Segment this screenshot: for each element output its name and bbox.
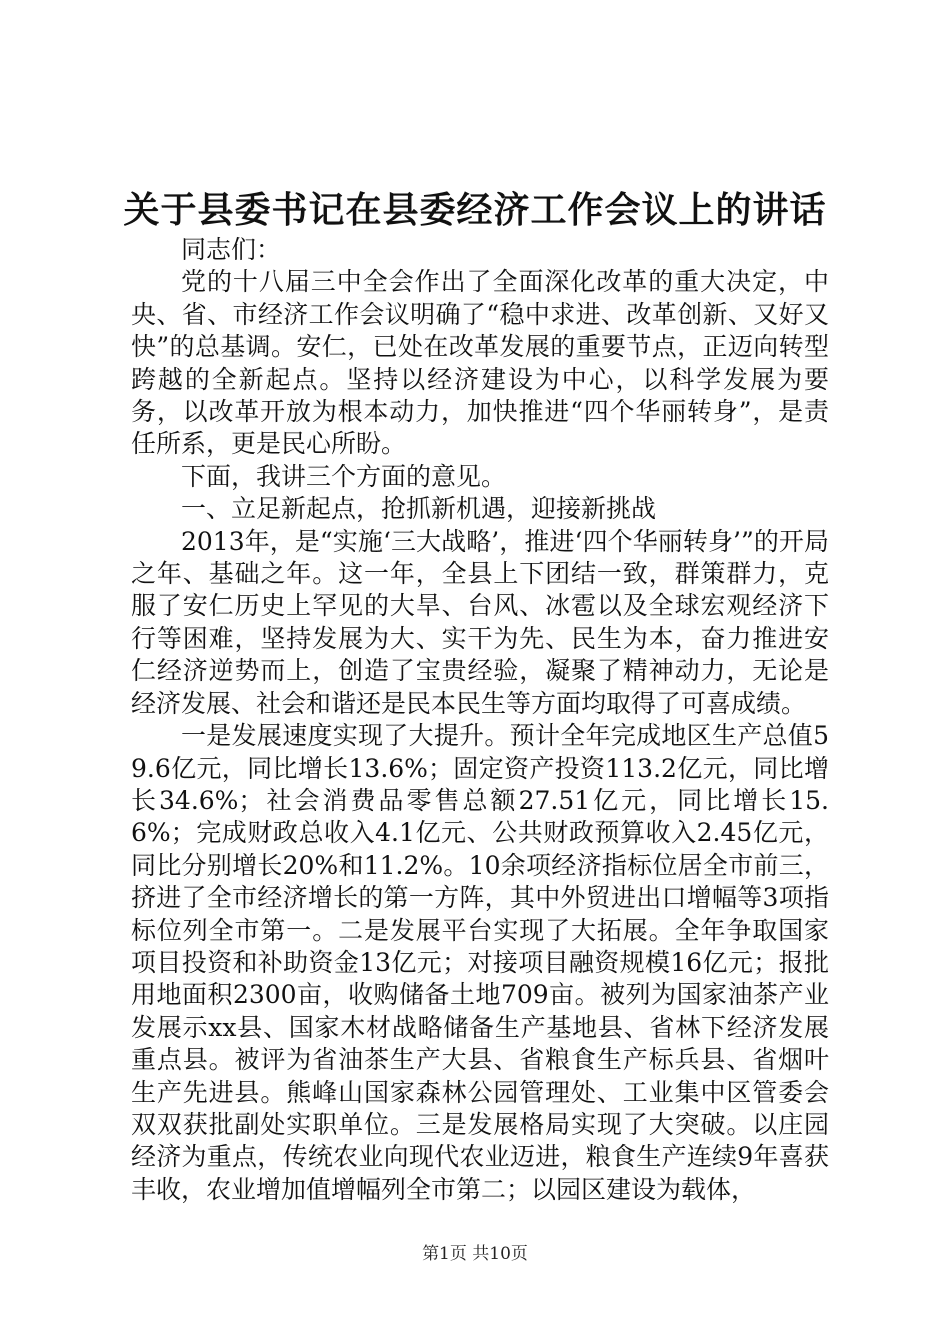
achievements-paragraph: 一是发展速度实现了大提升。预计全年完成地区生产总值59.6亿元，同比增长13.6%；固定资产投资113.2亿元，同比增长34.6%；社会消费品零售总额27.51亿元，同比增长15.6%；完成财政总收入4.1亿元、公共财政预算收入2.45亿元，同比分别增长20%和11.2%。10余项经济指标位居全市前三，挤进了全市经济增长的第一方阵，其中外贸进出口增幅等3项指标位列全市第一。二是发展平台实现了大拓展。全年争取国家项目投资和补助资金13亿元；对接项目融资规模16亿元；报批用地面积2300亩，收购储备土地709亩。被列为国家油茶产业发展示xx县、国家木材战略储备生产基地县、省林下经济发展重点县。被评为省油茶生产大县、省粮食生产标兵县、省烟叶生产先进县。熊峰山国家森林公园管理处、工业集中区管委会双双获批副处实职单位。三是发展格局实现了大突破。以庄园经济为重点，传统农业向现代农业迈进，粮食生产连续9年喜获丰收，农业增加值增幅列全市第二；以园区建设为载体， bbox=[131, 721, 829, 1204]
salutation-paragraph: 同志们： bbox=[181, 235, 282, 264]
intro-paragraph: 党的十八届三中全会作出了全面深化改革的重大决定，中央、省、市经济工作会议明确了“稳中求进、改革创新、又好又快”的总基调。安仁，已处在改革发展的重要节点，正迈向转型跨越的全新起点。坚持以经济建设为中心，以科学发展为要务，以改革开放为根本动力，加快推进“四个华丽转身”，是责任所系，更是民心所盼。 bbox=[131, 267, 829, 459]
page-indicator: 第1页 共10页 bbox=[422, 1244, 528, 1264]
document-body bbox=[131, 234, 829, 1206]
review-paragraph: 2013年，是“实施‘三大战略’，推进‘四个华丽转身’”的开局之年、基础之年。这一年，全县上下团结一致，群策群力，克服了安仁历史上罕见的大旱、台风、冰雹以及全球宏观经济下行等困难，坚持发展为大、实干为先、民生为本，奋力推进安仁经济逆势而上，创造了宝贵经验，凝聚了精神动力，无论是经济发展、社会和谐还是民本民生等方面均取得了可喜成绩。 bbox=[131, 526, 829, 718]
document-title: 关于县委书记在县委经济工作会议上的讲话 bbox=[123, 189, 827, 231]
section-heading-1: 一、立足新起点，抢抓新机遇，迎接新挑战 bbox=[181, 494, 657, 524]
outline-paragraph: 下面，我讲三个方面的意见。 bbox=[181, 461, 507, 491]
